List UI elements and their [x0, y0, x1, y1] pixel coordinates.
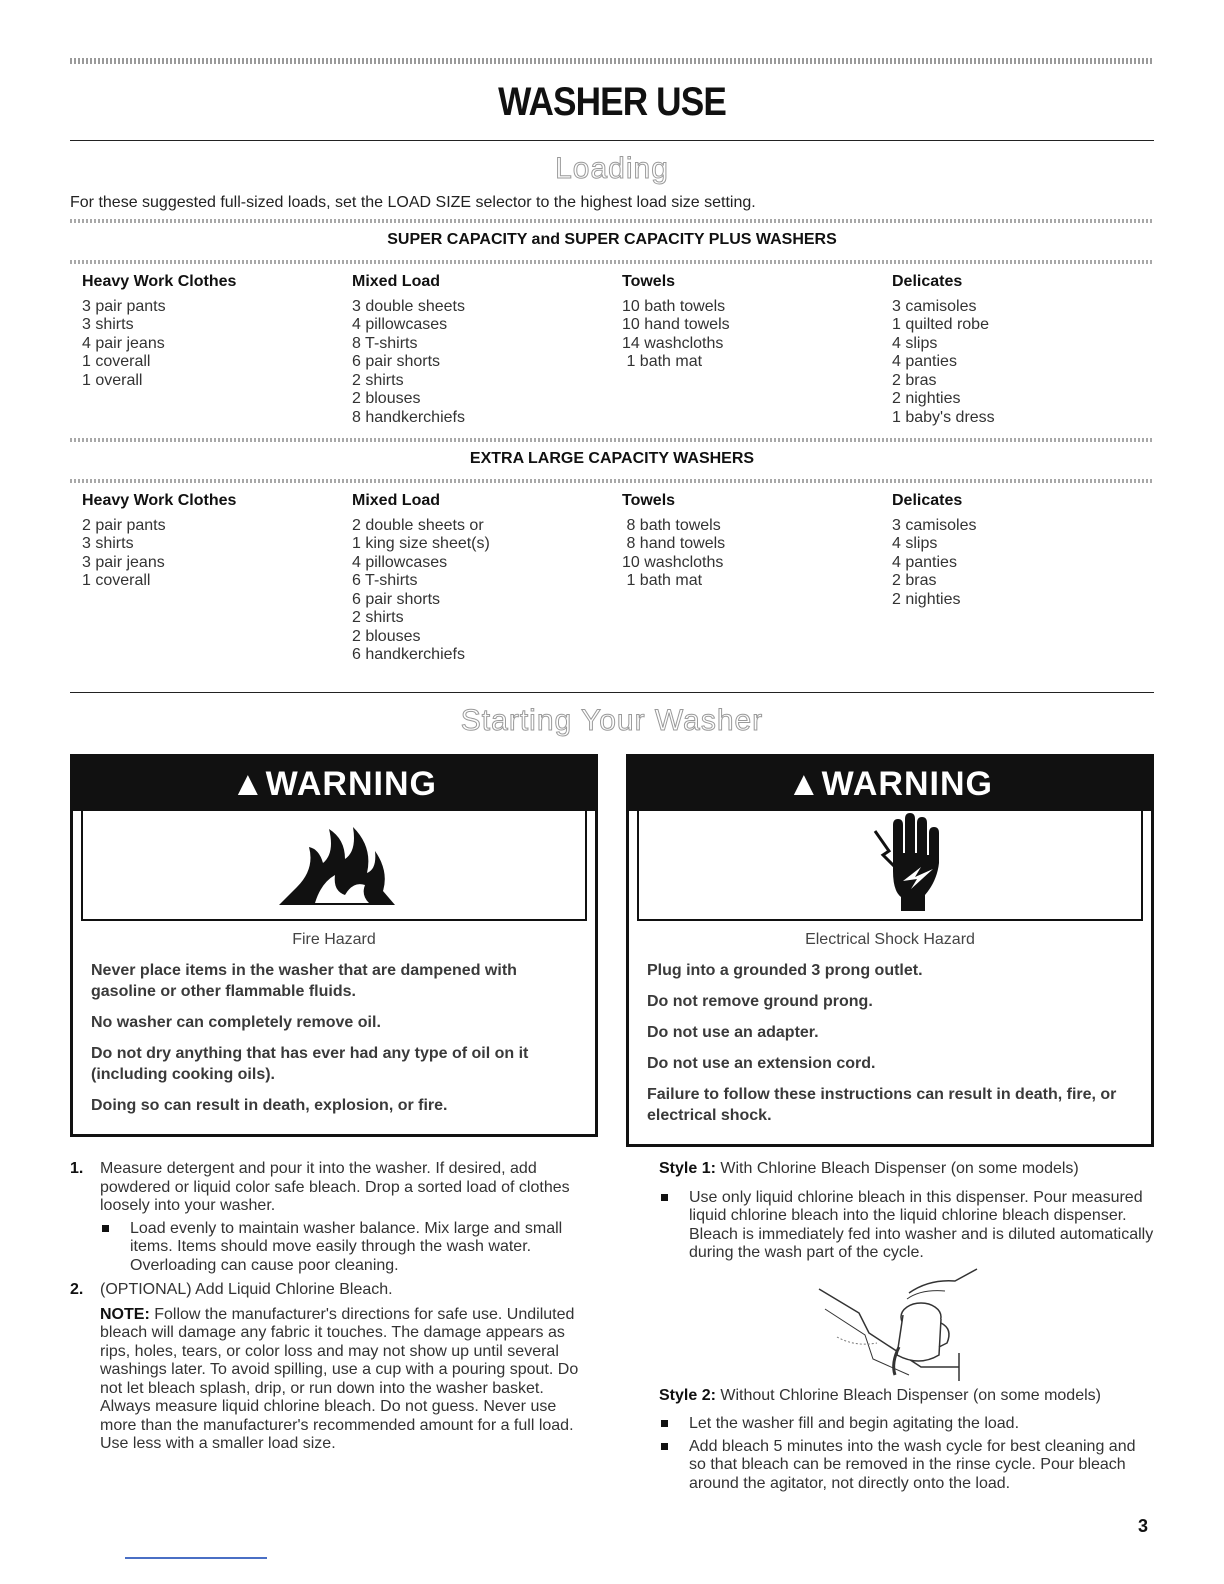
extra-col-towels [622, 492, 892, 665]
warning-line: Do not dry anything that has ever had any type of oil on it (including cooking oils). [91, 1045, 529, 1083]
bottom-accent-line [125, 1557, 267, 1559]
super-col-heavy [82, 273, 352, 427]
list-item: 2 nighties [892, 390, 961, 407]
warning-banner [629, 757, 1151, 811]
list-item: 2 bras [892, 371, 937, 389]
fire-icon [81, 811, 587, 921]
list-item: 6 pair shorts [352, 590, 441, 608]
warning-line: Plug into a grounded 3 prong outlet. [647, 962, 923, 979]
shock-warning-box [626, 754, 1154, 1147]
warning-triangle-icon: ▲ [231, 765, 266, 803]
list-item: 8 T-shirts [352, 334, 418, 352]
style-label: Style 2: [659, 1386, 716, 1404]
list-item: 1 coverall [82, 353, 151, 370]
list-item: 3 camisoles [892, 297, 977, 315]
style-2-bullet [659, 1438, 1154, 1494]
super-col-towels [622, 273, 892, 427]
column-header: Delicates [892, 273, 963, 290]
style-2-heading [659, 1387, 1154, 1406]
list-item: 2 pair pants [82, 516, 166, 534]
column-header: Heavy Work Clothes [82, 492, 237, 509]
style-text: Without Chlorine Bleach Dispenser (on some models) [720, 1386, 1101, 1404]
column-header: Mixed Load [352, 273, 441, 290]
list-item: 4 slips [892, 535, 938, 552]
list-item: 10 bath towels [622, 297, 726, 315]
warning-triangle-icon: ▲ [787, 765, 822, 803]
step-number: 1. [70, 1160, 84, 1177]
list-item: 4 pair jeans [82, 334, 165, 352]
bullet-text: Load evenly to maintain washer balance. Mix large and small items. Items should move easily through the wash water. Overloading can cause poor cleaning. [130, 1219, 563, 1274]
style-2-bullet [659, 1415, 1154, 1434]
list-item: 2 shirts [352, 371, 404, 389]
steps-column [70, 1160, 592, 1454]
hazard-title: Electrical Shock Hazard [805, 931, 975, 948]
loading-heading: Loading [555, 152, 669, 185]
list-item: 1 king size sheet(s) [352, 535, 490, 552]
list-item: 6 pair shorts [352, 353, 441, 370]
warning-label: WARNING [265, 765, 437, 803]
list-item: 10 hand towels [622, 316, 730, 333]
pouring-bleach-illustration [659, 1263, 1154, 1387]
list-item: 8 hand towels [622, 535, 726, 552]
list-item: 2 bras [892, 572, 937, 589]
super-capacity-title: SUPER CAPACITY and SUPER CAPACITY PLUS WASHERS [387, 231, 837, 248]
list-item: 2 shirts [352, 609, 404, 626]
bullet-icon [102, 1225, 109, 1232]
column-header: Towels [622, 492, 676, 509]
warning-label: WARNING [821, 765, 993, 803]
bullet-text: Let the washer fill and begin agitating the load. [689, 1415, 1020, 1432]
list-item: 1 quilted robe [892, 316, 989, 333]
step-text: Measure detergent and pour it into the washer. If desired, add powdered or liquid color safe bleach. Drop a sorted load of clothes loosely into your washer. [100, 1160, 570, 1214]
electric-shock-icon [637, 811, 1143, 921]
style-1-heading [659, 1160, 1154, 1179]
list-item: 1 overall [82, 371, 143, 389]
list-item: 4 slips [892, 334, 938, 352]
list-item: 2 nighties [892, 590, 961, 608]
column-header: Towels [622, 273, 676, 290]
step-number: 2. [70, 1281, 84, 1298]
step-note [100, 1306, 592, 1454]
list-item: 3 pair jeans [82, 553, 165, 571]
style-text: With Chlorine Bleach Dispenser (on some models) [720, 1160, 1079, 1177]
list-item: 4 pillowcases [352, 553, 448, 571]
bullet-icon [661, 1420, 668, 1427]
step-1 [70, 1160, 592, 1275]
extra-col-heavy [82, 492, 352, 665]
hazard-title: Fire Hazard [292, 931, 376, 948]
list-item: 10 washcloths [622, 553, 724, 571]
list-item: 4 panties [892, 353, 957, 370]
page-title: WASHER USE [498, 80, 726, 124]
column-header: Mixed Load [352, 492, 441, 509]
warning-line: No washer can completely remove oil. [91, 1014, 381, 1031]
bleach-styles-column [659, 1160, 1154, 1493]
warning-banner [73, 757, 595, 811]
note-label: NOTE: [100, 1305, 150, 1323]
bullet-icon [661, 1194, 668, 1201]
list-item: 14 washcloths [622, 334, 724, 352]
list-item: 3 shirts [82, 535, 134, 552]
dotted-rule [70, 438, 1154, 442]
list-item: 1 coverall [82, 572, 151, 589]
bullet-text: Add bleach 5 minutes into the wash cycle for best cleaning and so that bleach can be removed in the rinse cycle. Pour bleach around the agitator, not directly onto the load. [689, 1437, 1136, 1492]
extra-col-delicates [892, 492, 1162, 665]
step-text: (OPTIONAL) Add Liquid Chlorine Bleach. [100, 1281, 393, 1298]
list-item: 6 T-shirts [352, 572, 418, 589]
fire-warning-box [70, 754, 598, 1137]
list-item: 3 shirts [82, 316, 134, 333]
note-text: Follow the manufacturer's directions for safe use. Undiluted bleach will damage any fabric it touches. The damage appears as rips, holes, tears, or color loss and may not show up until several washings later. To avoid spilling, use a cup with a pouring spout. Do not let bleach splash, drip, or run down into the washer basket. Always measure liquid chlorine bleach. Do not guess. Never use more than the manufacturer's recommended amount for a full load. Use less with a smaller load size. [100, 1305, 579, 1452]
list-item: 4 panties [892, 553, 957, 571]
top-dotted-rule [70, 58, 1154, 64]
dotted-rule [70, 260, 1154, 264]
bullet-icon [661, 1443, 668, 1450]
starting-heading: Starting Your Washer [460, 704, 764, 737]
list-item: 3 double sheets [352, 297, 465, 315]
title-rule [70, 140, 1154, 141]
list-item: 2 double sheets or [352, 516, 484, 534]
bullet-text: Use only liquid chlorine bleach in this dispenser. Pour measured liquid chlorine bleach into the liquid chlorine bleach dispenser. Bleach is immediately fed into washer and is diluted automatically during the wash part of the cycle. [689, 1188, 1154, 1261]
list-item: 4 pillowcases [352, 316, 448, 333]
column-header: Delicates [892, 492, 963, 509]
page-number: 3 [1138, 1516, 1149, 1536]
list-item: 1 bath mat [622, 572, 703, 589]
list-item: 8 handkerchiefs [352, 408, 465, 426]
warning-line: Doing so can result in death, explosion, or fire. [91, 1097, 448, 1114]
super-col-mixed [352, 273, 622, 427]
step-bullet [100, 1220, 592, 1276]
warning-line: Failure to follow these instructions can result in death, fire, or electrical shock. [647, 1086, 1117, 1124]
step-2 [70, 1281, 592, 1454]
section-rule [70, 692, 1154, 693]
style-1-bullet [659, 1189, 1154, 1263]
style-label: Style 1: [659, 1160, 716, 1177]
super-capacity-table [82, 273, 1162, 427]
list-item: 1 baby's dress [892, 408, 995, 426]
list-item: 2 blouses [352, 627, 421, 645]
list-item: 6 handkerchiefs [352, 646, 465, 663]
warning-line: Do not use an adapter. [647, 1024, 819, 1041]
list-item: 3 camisoles [892, 516, 977, 534]
warning-line: Do not use an extension cord. [647, 1055, 876, 1072]
list-item: 2 blouses [352, 390, 421, 407]
extra-large-title: EXTRA LARGE CAPACITY WASHERS [469, 450, 755, 467]
super-col-delicates [892, 273, 1162, 427]
list-item: 3 pair pants [82, 297, 166, 315]
list-item: 1 bath mat [622, 353, 703, 370]
extra-large-table [82, 492, 1162, 665]
loading-intro: For these suggested full-sized loads, set the LOAD SIZE selector to the highest load size setting. [70, 194, 756, 211]
warning-line: Never place items in the washer that are dampened with gasoline or other flammable fluids. [91, 962, 517, 1000]
dotted-rule [70, 479, 1154, 483]
dotted-rule [70, 219, 1154, 223]
warning-line: Do not remove ground prong. [647, 993, 873, 1010]
extra-col-mixed [352, 492, 622, 665]
column-header: Heavy Work Clothes [82, 273, 237, 290]
list-item: 8 bath towels [622, 516, 721, 534]
